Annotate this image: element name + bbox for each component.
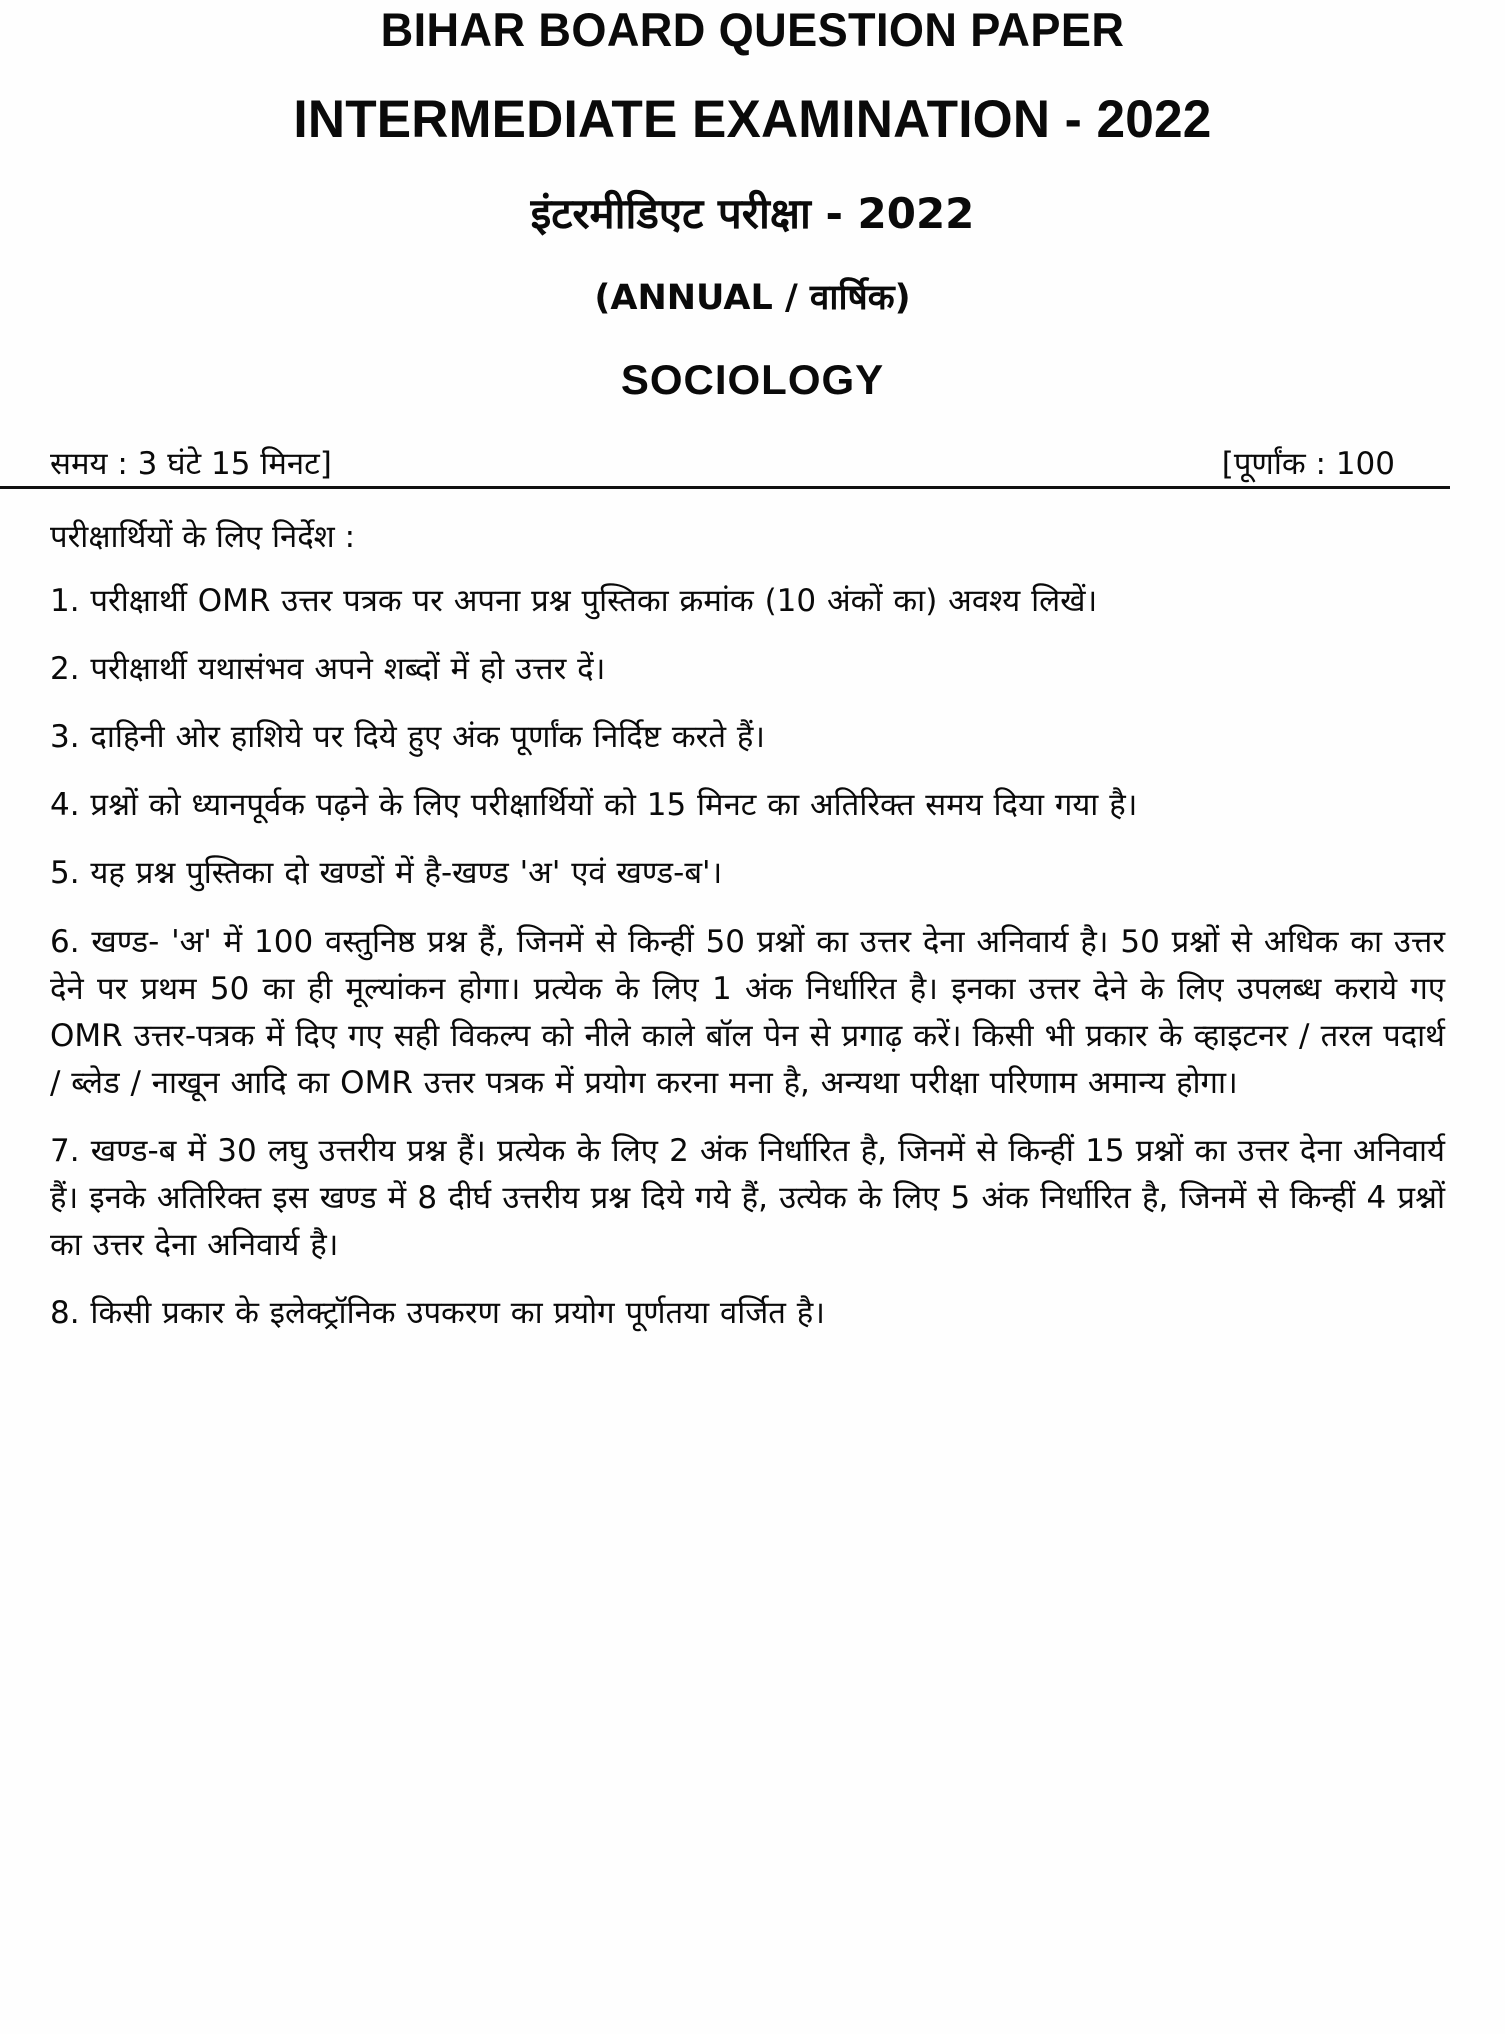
time-and-marks-row xyxy=(0,445,1450,489)
instruction-item-5: 5. यह प्रश्न पुस्तिका दो खण्डों में है-खण्ड 'अ' एवं खण्ड-ब'। xyxy=(50,855,723,892)
full-marks-label: [पूर्णांक : 100 xyxy=(1221,446,1395,482)
instruction-item-3: 3. दाहिनी ओर हाशिये पर दिये हुए अंक पूर्णांक निर्दिष्ट करते हैं। xyxy=(50,719,766,756)
instructions-section xyxy=(0,517,1505,1338)
subject-title: SOCIOLOGY xyxy=(620,356,885,403)
instruction-item-2: 2. परीक्षार्थी यथासंभव अपने शब्दों में हो उत्तर दें। xyxy=(50,651,606,688)
exam-title-hindi: इंटरमीडिएट परीक्षा - 2022 xyxy=(530,189,975,238)
instruction-item-8: 8. किसी प्रकार के इलेक्ट्रॉनिक उपकरण का प्रयोग पूर्णतया वर्जित है। xyxy=(50,1295,826,1332)
instruction-item-7: 7. खण्ड-ब में 30 लघु उत्तरीय प्रश्न हैं। प्रत्येक के लिए 2 अंक निर्धारित है, जिनमें से किन्हीं 15 प्रश्नों का उत्तर देना अनिवार्य हैं। इनके अतिरिक्त इस खण्ड में 8 दीर्घ उत्तरीय प्रश्न दिये गये हैं, उत्येक के लिए 5 अंक निर्धारित है, जिनमें से किन्हीं 4 प्रश्नों का उत्तर देना अनिवार्य है। xyxy=(50,1132,1445,1264)
instruction-item-6: 6. खण्ड- 'अ' में 100 वस्तुनिष्ठ प्रश्न हैं, जिनमें से किन्हीं 50 प्रश्नों का उत्तर देना अनिवार्य है। 50 प्रश्नों से अधिक का उत्तर देने पर प्रथम 50 का ही मूल्यांकन होगा। प्रत्येक के लिए 1 अंक निर्धारित है। इनका उत्तर देने के लिए उपलब्ध कराये गए OMR उत्तर-पत्रक में दिए गए सही विकल्प को नीले काले बॉल पेन से प्रगाढ़ करें। किसी भी प्रकार के व्हाइटनर / तरल पदार्थ / ब्लेड / नाखून आदि का OMR उत्तर पत्रक में प्रयोग करना मना है, अन्यथा परीक्षा परिणाम अमान्य होगा। xyxy=(50,923,1445,1101)
instructions-heading: परीक्षार्थियों के लिए निर्देश : xyxy=(50,518,356,555)
exam-kind-label: (ANNUAL / वार्षिक) xyxy=(594,278,911,318)
instruction-item-4: 4. प्रश्नों को ध्यानपूर्वक पढ़ने के लिए परीक्षार्थियों को 15 मिनट का अतिरिक्त समय दिया गया है। xyxy=(50,787,1138,824)
instruction-item-1: 1. परीक्षार्थी OMR उत्तर पत्रक पर अपना प्रश्न पुस्तिका क्रमांक (10 अंकों का) अवश्य लिखें। xyxy=(50,582,1098,619)
paper-header xyxy=(0,0,1505,401)
exam-title-english: INTERMEDIATE EXAMINATION - 2022 xyxy=(293,90,1212,149)
exam-duration-label: समय : 3 घंटे 15 मिनट] xyxy=(50,446,332,482)
board-title: BIHAR BOARD QUESTION PAPER xyxy=(380,3,1125,56)
